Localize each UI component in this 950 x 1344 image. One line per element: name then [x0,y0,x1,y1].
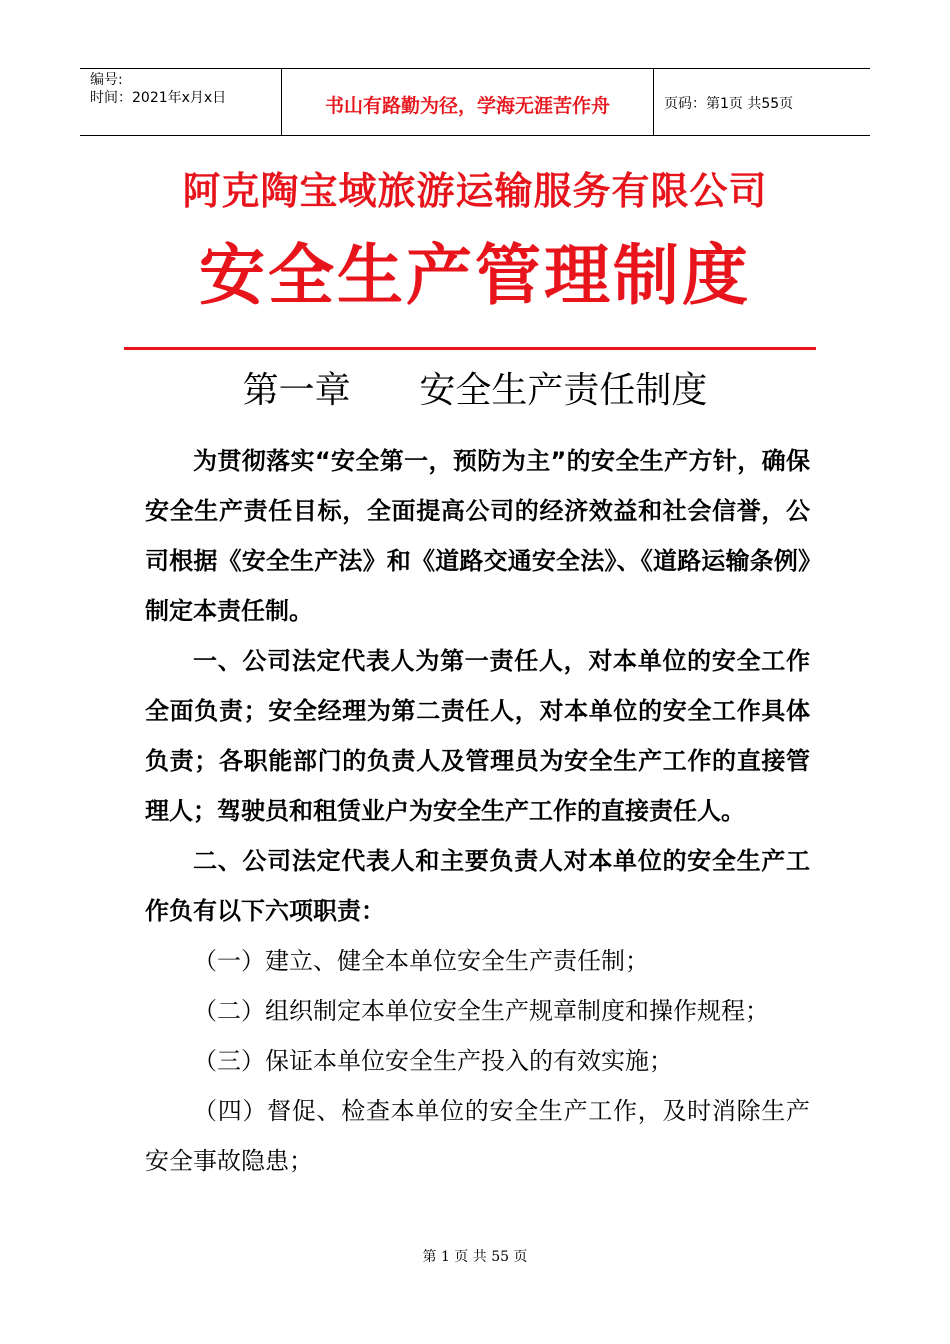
chapter-title: 第一章 安全生产责任制度 [242,370,708,411]
time-label: 时间：2021年x月x日 [90,90,227,106]
paragraph: 为贯彻落实“安全第一，预防为主”的安全生产方针，确保安全生产责任目标，全面提高公司的经济效益和社会信誉，公司根据《安全生产法》和《道路交通安全法》、《道路运输条例》制定本责任制。 [145,447,810,625]
paragraph: 二、公司法定代表人和主要负责人对本单位的安全生产工作负有以下六项职责： [145,847,810,925]
list-item: （三）保证本单位安全生产投入的有效实施； [193,1047,673,1075]
page-footer: 第 1 页 共 55 页 [422,1249,528,1265]
header-meta [80,69,281,135]
document-title: 安全生产管理制度 [199,237,751,314]
list-item: （二）组织制定本单位安全生产规章制度和操作规程； [193,997,769,1025]
paragraph: 一、公司法定代表人为第一责任人，对本单位的安全工作全面负责；安全经理为第二责任人，对本单位的安全工作具体负责；各职能部门的负责人及管理员为安全生产工作的直接管理人；驾驶员和租赁业户为安全生产工作的直接责任人。 [145,647,810,825]
title-divider [124,347,816,350]
body-text [145,436,810,1186]
list-item: （一）建立、健全本单位安全生产责任制； [193,947,649,975]
page-header [80,68,870,136]
company-title: 阿克陶宝域旅游运输服务有限公司 [182,168,768,213]
header-page-info: 页码：第1页 共55页 [664,96,794,112]
number-label: 编号: [90,72,123,88]
list-item: （四）督促、检查本单位的安全生产工作，及时消除生产安全事故隐患； [145,1097,810,1175]
header-motto: 书山有路勤为径，学海无涯苦作舟 [281,69,654,135]
